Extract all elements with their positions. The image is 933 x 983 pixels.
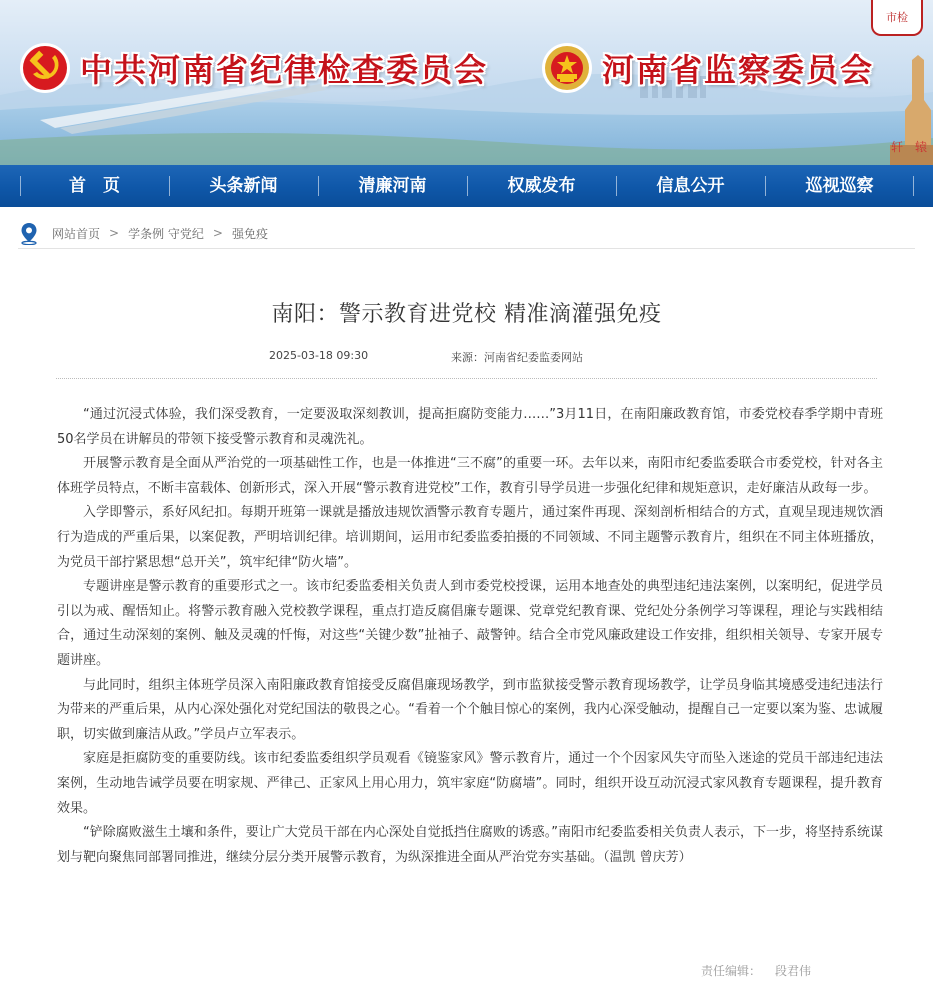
- nav-item-inspection[interactable]: 巡视巡察: [765, 165, 914, 207]
- article-paragraph: 开展警示教育是全面从严治党的一项基础性工作，也是一体推进“三不腐”的重要一环。去年以来，南阳市纪委监委联合市委党校，针对各主体班学员特点，不断丰富载体、创新形式，深入开展“警示教育进党校”工作，教育引导学员进一步强化纪律和规矩意识，走好廉洁从政每一步。: [57, 456, 883, 496]
- article-paragraph: “通过沉浸式体验，我们深受教育，一定要汲取深刻教训，提高拒腐防变能力……”3月11日，在南阳廉政教育馆，市委党校春季学期中青班50名学员在讲解员的带领下接受警示教育和灵魂洗礼。: [57, 407, 883, 447]
- breadcrumb-level1-link[interactable]: 学条例 守党纪: [128, 226, 204, 241]
- breadcrumb-separator: >: [212, 226, 223, 240]
- seal-logo: 市检: [871, 0, 923, 36]
- responsible-editor: [701, 962, 811, 979]
- main-nav: [0, 165, 933, 207]
- party-org-name: 中共河南省纪律检查委员会: [80, 51, 489, 89]
- article-body: [57, 403, 883, 870]
- editor-label: 责任编辑：: [700, 964, 761, 978]
- nav-item-home[interactable]: 首 页: [20, 165, 169, 207]
- article-paragraph: 与此同时，组织主体班学员深入南阳廉政教育馆接受反腐倡廉现场教学，到市监狱接受警示教育现场教学，让学员身临其境感受违纪违法行为带来的严重后果，从内心深处强化对党纪国法的敬畏之心。“看着一个个触目惊心的案例，我内心深受触动，提醒自己一定要以案为鉴、忠诚履职，切实做到廉洁从政。”学员卢立军表示。: [57, 677, 883, 742]
- source-name: 河南省纪委监委网站: [484, 351, 583, 364]
- article-paragraph: 家庭是拒腐防变的重要防线。该市纪委监委组织学员观看《镜鉴家风》警示教育片，通过一个个因家风失守而坠入迷途的党员干部违纪违法案例，生动地告诫学员要在明家规、严律己、正家风上用心用力，筑牢家庭“防腐墙”。同时，组织开设互动沉浸式家风教育专题课程，提升教育效果。: [57, 751, 883, 816]
- header-banner: [0, 0, 933, 165]
- party-org-title: [18, 40, 488, 96]
- article-date: 2025-03-18 09:30: [269, 349, 369, 362]
- breadcrumb-level2-link[interactable]: 强免疫: [231, 226, 268, 241]
- breadcrumb: [18, 218, 915, 249]
- source-label: 来源：: [451, 351, 484, 364]
- breadcrumb-home-link[interactable]: 网站首页: [52, 226, 101, 241]
- title-divider: [56, 378, 877, 379]
- nav-item-authority-release[interactable]: 权威发布: [467, 165, 616, 207]
- article-paragraph: 入学即警示，系好风纪扣。每期开班第一课就是播放违规饮酒警示教育专题片，通过案件再现、深刻剖析相结合的方式，直观呈现违规饮酒行为造成的严重后果，以案促教，严明培训纪律。培训期间，运用市纪委监委拍摄的不同领域、不同主题警示教育片，组织在不同主体班播放，为党员干部拧紧思想“总开关”，筑牢纪律“防火墙”。: [57, 505, 883, 570]
- supervision-org-title: [540, 40, 874, 96]
- article-paragraph: 专题讲座是警示教育的重要形式之一。该市纪委监委相关负责人到市委党校授课，运用本地查处的典型违纪违法案例，以案明纪，促进学员引以为戒、醒悟知止。将警示教育融入党校教学课程，重点打造反腐倡廉专题课、党章党纪教育课、党纪处分条例学习等课程，理论与实践相结合，通过生动深刻的案例、触及灵魂的忏悔，对这些“关键少数”扯袖子、敲警钟。结合全市党风廉政建设工作安排，组织相关领导、专家开展专题讲座。: [57, 579, 883, 668]
- supervision-org-name: 河南省监察委员会: [602, 51, 875, 89]
- nav-item-headlines[interactable]: 头条新闻: [169, 165, 318, 207]
- article-title: 南阳：警示教育进党校 精准滴灌强免疫: [271, 302, 662, 327]
- article-source: [451, 349, 583, 365]
- national-emblem-icon: [540, 41, 594, 95]
- nav-item-clean-henan[interactable]: 清廉河南: [318, 165, 467, 207]
- nav-item-info-disclosure[interactable]: 信息公开: [616, 165, 765, 207]
- editor-name: 段君伟: [774, 964, 811, 978]
- article-paragraph: “铲除腐败滋生土壤和条件，要让广大党员干部在内心深处自觉抵挡住腐败的诱惑。”南阳市纪委监委相关负责人表示，下一步，将坚持系统谋划与靶向聚焦同部署同推进，继续分层分类开展警示教育，为纵深推进全面从严治党夯实基础。（温凯 曾庆芳）: [57, 825, 883, 865]
- location-pin-icon: [18, 221, 40, 245]
- corner-caption: 轩 辕: [891, 140, 931, 154]
- breadcrumb-separator: >: [109, 226, 120, 240]
- party-emblem-icon: [18, 41, 72, 95]
